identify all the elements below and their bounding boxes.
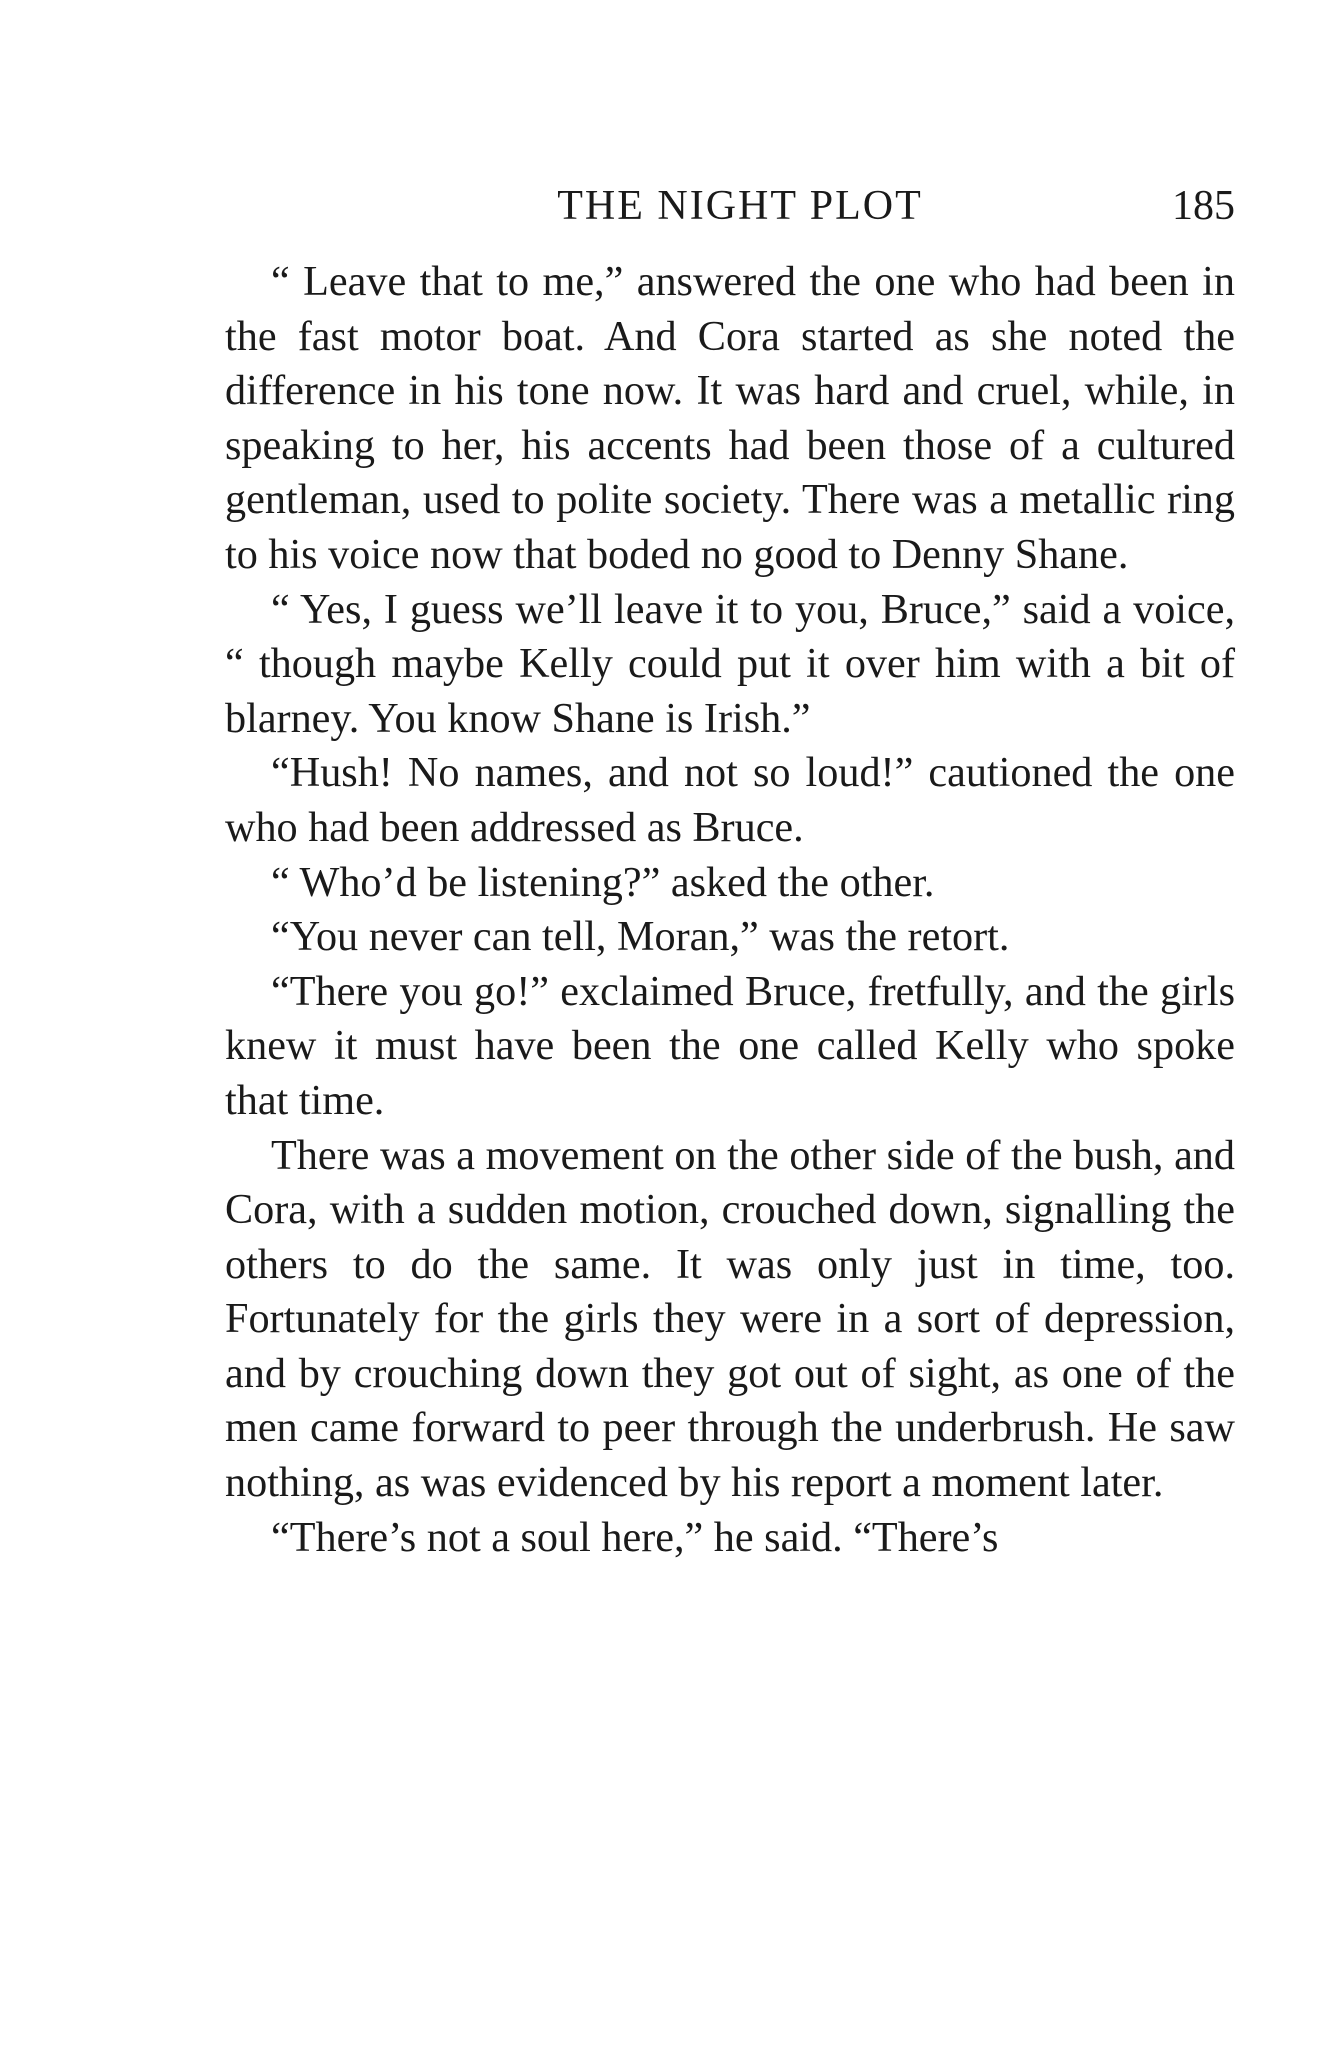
paragraph: “ Who’d be listening?” asked the other. [271, 858, 935, 906]
paragraph: “ Yes, I guess we’ll leave it to you, Bruce,” said a voice, “ though maybe Kelly could put it over him with a bit of blarney. You know Shane is Irish.” [225, 585, 1235, 742]
paragraph: There was a movement on the other side of the bush, and Cora, with a sudden motion, crouched down, signalling the others to do the same. It was only just in time, too. Fortunately for the girls they were in a sort of depression, and by crouching down they got out of sight, as one of the men came forward to peer through the underbrush. He saw nothing, as was evidenced by his report a moment later. [225, 1131, 1235, 1507]
paragraph: “Hush! No names, and not so loud!” cautioned the one who had been addressed as Bruce. [225, 749, 1235, 851]
running-head [225, 176, 1235, 236]
running-title: THE NIGHT PLOT [557, 183, 923, 229]
paragraph: “There’s not a soul here,” he said. “There’s [271, 1513, 999, 1561]
paragraph: “ Leave that to me,” answered the one who had been in the fast motor boat. And Cora started as she noted the difference in his tone now. It was hard and cruel, while, in speaking to her, his accents had been those of a cultured gentleman, used to polite society. There was a metallic ring to his voice now that boded no good to Denny Shane. [225, 258, 1235, 578]
paragraph: “You never can tell, Moran,” was the retort. [271, 913, 1010, 961]
body-text [225, 255, 1235, 1565]
page-number: 185 [1172, 183, 1235, 229]
paragraph: “There you go!” exclaimed Bruce, fretfully, and the girls knew it must have been the one called Kelly who spoke that time. [225, 967, 1235, 1124]
